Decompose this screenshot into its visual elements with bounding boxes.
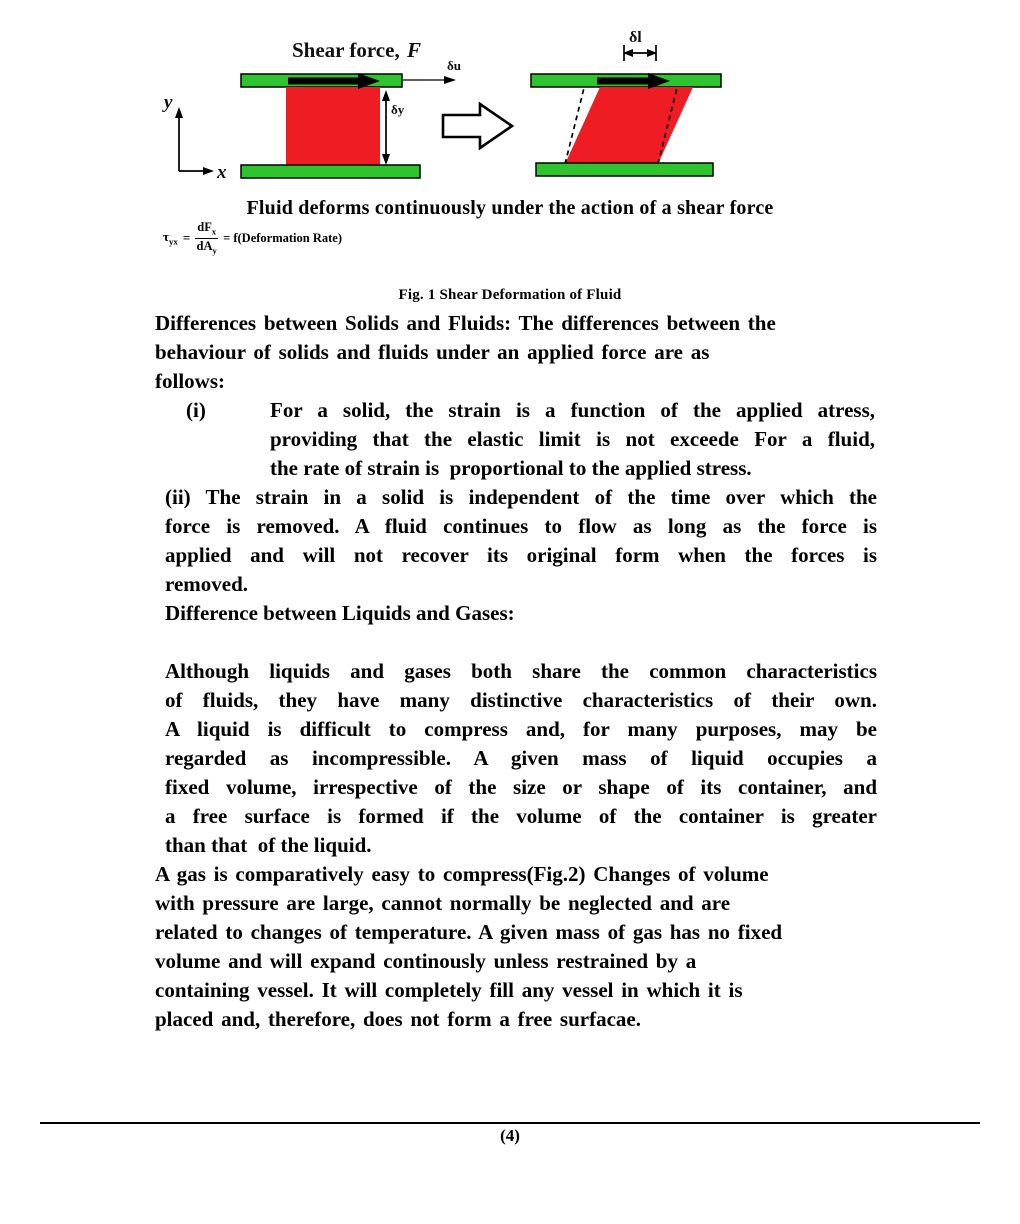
text-line: (ii) The strain in a solid is independent of the time over which the — [165, 485, 877, 509]
dy-arrowhead-bottom-icon — [382, 154, 390, 165]
x-axis-arrowhead-icon — [203, 167, 214, 175]
du-arrowhead-icon — [444, 76, 456, 84]
text-line: than that of the liquid. — [165, 833, 372, 857]
shear-stress-equation — [163, 220, 342, 257]
transform-arrow — [443, 104, 512, 148]
x-axis-label: x — [217, 162, 227, 183]
body-text — [155, 309, 877, 1034]
list-item-i-text — [270, 396, 875, 483]
delta-l-label: δl — [629, 29, 642, 46]
bottom-plate-left — [241, 165, 420, 178]
text-line: volume and will expand continously unless restrained by a — [155, 949, 697, 973]
fluid-element-left — [286, 87, 380, 166]
text-line: Differences between Solids and Fluids: The differences between the — [155, 311, 776, 335]
text-line: A liquid is difficult to compress and, for many purposes, may be — [165, 717, 877, 741]
text-line: A gas is comparatively easy to compress(Fig.2) Changes of volume — [155, 862, 769, 886]
figure-number-label: Fig. 1 Shear Deformation of Fluid — [398, 287, 622, 303]
subheading-liquids-gases: Difference between Liquids and Gases: — [165, 601, 515, 625]
paragraph-differences-solids-fluids — [155, 309, 877, 396]
equation-equals: = — [182, 230, 191, 246]
dy-arrowhead-top-icon — [382, 90, 390, 101]
bottom-plate-right — [536, 163, 713, 176]
paragraph-liquids — [155, 657, 877, 860]
equation-lhs: $\tau_{yx}$ — [163, 229, 178, 248]
footer-divider — [40, 1122, 980, 1124]
text-line: related to changes of temperature. A given mass of gas has no fixed — [155, 920, 783, 944]
text-line: For a solid, the strain is a function of the applied atress, — [270, 398, 875, 422]
y-axis-label: y — [164, 92, 173, 113]
equation-fraction — [195, 220, 218, 257]
text-line: the rate of strain is proportional to the applied stress. — [270, 456, 752, 480]
equation-rhs: = f(Deformation Rate) — [223, 230, 342, 245]
shear-force-symbol: F — [407, 38, 422, 62]
text-line: applied and will not recover its original form when the forces is — [165, 543, 877, 567]
page-number: (4) — [500, 1126, 520, 1145]
shear-deformation-figure — [0, 8, 1020, 213]
text-line: removed. — [165, 572, 249, 596]
text-line: of fluids, they have many distinctive characteristics of their own. — [165, 688, 877, 712]
paragraph-gases — [155, 860, 877, 1034]
figure-caption: Fluid deforms continuously under the action of a shear force — [246, 197, 774, 219]
delta-u-label: δu — [447, 58, 461, 73]
text-line: Although liquids and gases both share the common characteristics — [165, 659, 877, 683]
text-line: with pressure are large, cannot normally be neglected and are — [155, 891, 731, 915]
left-diagram — [162, 38, 461, 183]
delta-y-label: δy — [391, 102, 405, 117]
text-line: placed and, therefore, does not form a free surfacae. — [155, 1007, 641, 1031]
fraction-denominator: $dA_y$ — [196, 239, 217, 256]
text-line: regarded as incompressible. A given mass of liquid occupies a — [165, 746, 877, 770]
text-line: a free surface is formed if the volume of the container is greater — [165, 804, 877, 828]
list-item-i — [155, 396, 877, 483]
list-item-ii-text — [155, 483, 877, 599]
text-line: force is removed. A fluid continues to flow as long as the force is — [165, 514, 877, 538]
right-diagram — [531, 29, 721, 176]
shear-force-label: Shear force, — [292, 38, 400, 62]
text-line: fixed volume, irrespective of the size or shape of its container, and — [165, 775, 877, 799]
list-item-i-label: (i) — [186, 398, 206, 422]
text-line: follows: — [155, 369, 225, 393]
y-axis-arrowhead-icon — [175, 107, 183, 118]
text-line: containing vessel. It will completely fill any vessel in which it is — [155, 978, 743, 1002]
fraction-numerator: $dF_x$ — [195, 220, 218, 239]
text-line: behaviour of solids and fluids under an applied force are as — [155, 340, 710, 364]
text-line: providing that the elastic limit is not exceede For a fluid, — [270, 427, 875, 451]
